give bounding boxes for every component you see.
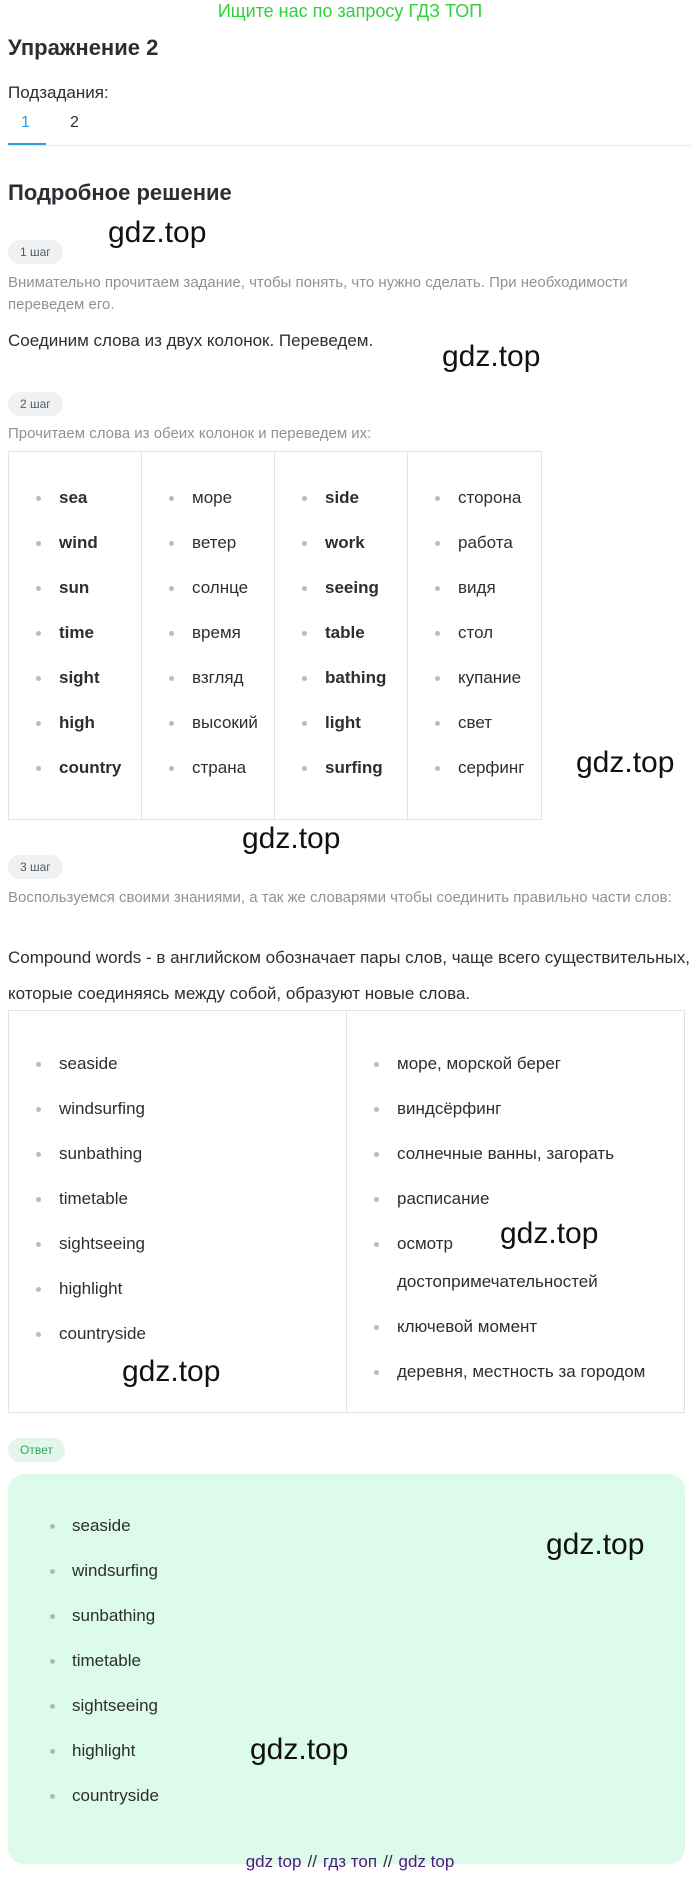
list-item: стол [408,621,541,666]
list-item: высокий [142,711,274,756]
words-column-russian-2 [408,452,541,819]
list-item: wind [9,531,141,576]
step-1-badge: 1 шаг [8,240,63,264]
list-item: ветер [142,531,274,576]
list-item: high [9,711,141,756]
list-item: свет [408,711,541,756]
subtasks-label: Подзадания: [8,83,109,102]
list-item: country [9,756,141,801]
step-3-text: Compound words - в английском обозначает пары слов, чаще всего существительных, которые соединяясь между собой, образуют новые слова. [8,948,690,1003]
list-item: windsurfing [8,1559,685,1604]
list-item: timetable [8,1649,685,1694]
list-item: sightseeing [8,1694,685,1739]
list-item: купание [408,666,541,711]
watermark: gdz.top [442,340,541,373]
step-3-badge: 3 шаг [8,855,63,879]
list-item: time [9,621,141,666]
watermark: gdz.top [576,746,675,779]
words-column-russian-1 [142,452,275,819]
watermark: gdz.top [250,1733,349,1766]
list-item: seaside [8,1514,685,1559]
list-item: виндсёрфинг [347,1090,684,1135]
answer-badge: Ответ [8,1438,65,1462]
footer-separator: // [307,1852,317,1871]
list-item: осмотр достопримечательностей [347,1225,597,1308]
footer-link[interactable]: гдз топ [322,1852,378,1871]
list-item: взгляд [142,666,274,711]
list-item: море [142,486,274,531]
list-item: surfing [275,756,407,801]
list-item: расписание [347,1180,684,1225]
words-column-english-1 [9,452,142,819]
list-item: sunbathing [8,1604,685,1649]
list-item: bathing [275,666,407,711]
list-item: sun [9,576,141,621]
footer-links [0,1852,700,1872]
list-item: видя [408,576,541,621]
watermark: gdz.top [108,216,207,249]
footer-link[interactable]: gdz top [245,1852,302,1871]
step-2-hint: Прочитаем слова из обеих колонок и переведем их: [8,425,372,442]
footer-separator: // [383,1852,393,1871]
compound-words-column [9,1011,347,1412]
list-item: деревня, местность за городом [347,1353,684,1398]
list-item: солнце [142,576,274,621]
list-item: море, морской берег [347,1045,684,1090]
list-item: sight [9,666,141,711]
list-item: серфинг [408,756,541,801]
list-item: sea [9,486,141,531]
translations-column [347,1011,684,1412]
list-item: countryside [8,1784,685,1829]
watermark: gdz.top [122,1355,221,1388]
words-table [8,451,542,820]
list-item: timetable [9,1180,346,1225]
list-item: сторона [408,486,541,531]
tabs-divider [8,145,691,146]
watermark: gdz.top [242,822,341,855]
words-column-english-2 [275,452,408,819]
compound-words-table [8,1010,685,1413]
list-item: work [275,531,407,576]
list-item: солнечные ванны, загорать [347,1135,684,1180]
list-item: работа [408,531,541,576]
watermark: gdz.top [546,1528,645,1561]
list-item: ключевой момент [347,1308,684,1353]
footer-link[interactable]: gdz top [398,1852,455,1871]
step-2-badge: 2 шаг [8,392,63,416]
list-item: side [275,486,407,531]
list-item: light [275,711,407,756]
list-item: highlight [9,1270,346,1315]
promo-banner[interactable]: Ищите нас по запросу ГДЗ ТОП [217,1,483,21]
list-item: seaside [9,1045,346,1090]
list-item: sightseeing [9,1225,346,1270]
list-item: table [275,621,407,666]
step-1-text: Соединим слова из двух колонок. Переведем. [8,331,374,350]
watermark: gdz.top [500,1217,599,1250]
step-3-hint: Воспользуемся своими знаниями, а так же словарями чтобы соединить правильно части слов: [8,889,672,906]
tab-subtask-1[interactable]: 1 [21,114,30,131]
section-title: Подробное решение [8,180,232,205]
list-item: sunbathing [9,1135,346,1180]
list-item: время [142,621,274,666]
step-1-hint: Внимательно прочитаем задание, чтобы понять, что нужно сделать. При необходимости переведем его. [8,274,628,313]
list-item: countryside [9,1315,346,1360]
list-item: highlight [8,1739,685,1784]
exercise-title: Упражнение 2 [8,35,159,60]
tab-subtask-2[interactable]: 2 [70,114,79,131]
list-item: seeing [275,576,407,621]
list-item: страна [142,756,274,801]
list-item: windsurfing [9,1090,346,1135]
